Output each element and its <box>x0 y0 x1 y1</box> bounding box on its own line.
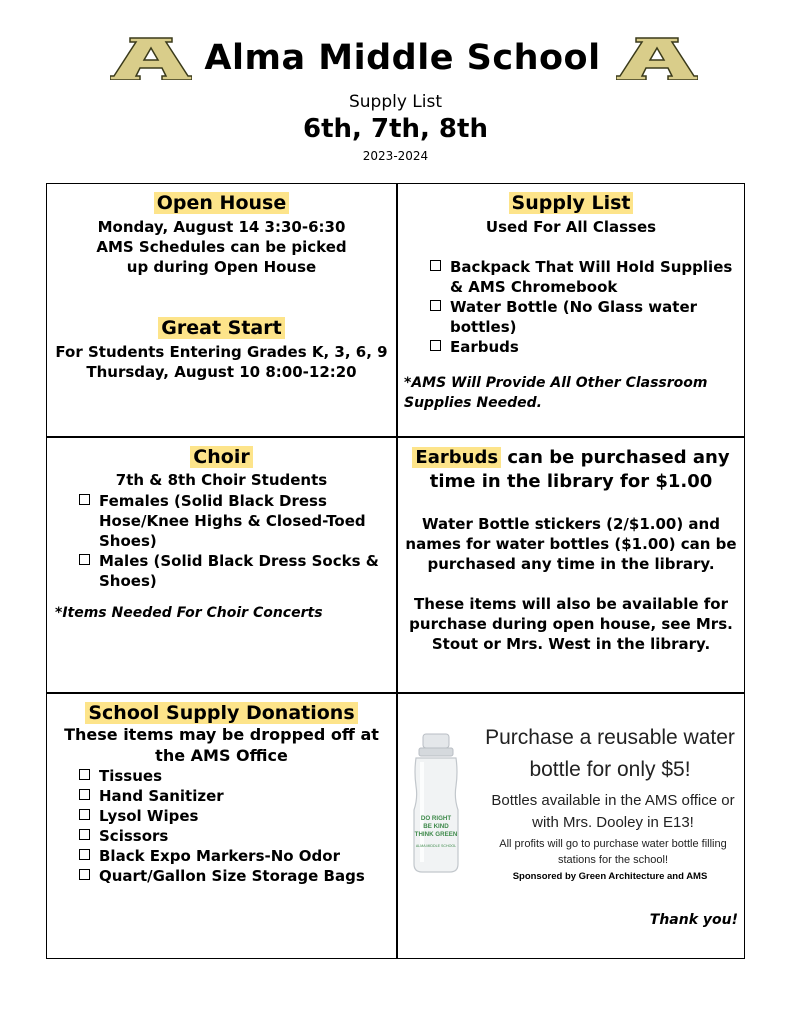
checkbox-icon <box>79 849 90 860</box>
donations-title: School Supply Donations <box>85 702 357 724</box>
school-logo-right <box>616 36 698 80</box>
supply-list-note: *AMS Will Provide All Other Classroom Supplies Needed. <box>404 375 708 411</box>
list-item: Hand Sanitizer <box>77 786 386 806</box>
school-year: 2023-2024 <box>362 149 429 163</box>
bottle-promo-sponsor: Sponsored by Green Architecture and AMS <box>512 871 708 882</box>
great-start-grades: For Students Entering Grades K, 3, 6, 9 <box>55 343 388 361</box>
list-item: Quart/Gallon Size Storage Bags <box>77 866 386 886</box>
bottle-promo-profits: All profits will go to purchase water bottle filling stations for the school! <box>499 838 727 866</box>
checkbox-icon <box>79 829 90 840</box>
donations-section <box>47 694 396 958</box>
great-start-date: Thursday, August 10 8:00-12:20 <box>86 363 357 381</box>
bottle-text-line: BE KIND <box>423 823 449 830</box>
open-house-section <box>47 184 396 436</box>
checkbox-icon <box>79 789 90 800</box>
checkbox-icon <box>79 869 90 880</box>
open-house-schedules: AMS Schedules can be picked up during Open House <box>96 238 347 276</box>
thank-you-note: Thank you! <box>649 912 738 928</box>
choir-items <box>77 491 382 591</box>
choir-note: *Items Needed For Choir Concerts <box>55 605 323 621</box>
list-item: Lysol Wipes <box>77 806 386 826</box>
earbuds-section <box>398 438 744 692</box>
bottle-text-line: DO RIGHT <box>420 815 452 822</box>
bottle-text-line: THINK GREEN <box>414 831 458 838</box>
earbuds-availability: These items will also be available for purchase during open house, see Mrs. Stout or Mrs. West in the library. <box>409 595 733 653</box>
checkbox-icon <box>79 494 90 505</box>
earbuds-stickers: Water Bottle stickers (2/$1.00) and names for water bottles ($1.00) can be purchased any time in the library. <box>405 515 737 573</box>
earbuds-headline <box>404 446 738 494</box>
list-item: Black Expo Markers-No Odor <box>77 846 386 866</box>
bottle-promo-headline: Purchase a reusable water bottle for only $5! <box>485 726 735 781</box>
bottle-promo-section <box>398 694 744 958</box>
document-subtitle: Supply List <box>348 92 443 112</box>
grade-levels: 6th, 7th, 8th <box>303 114 488 144</box>
great-start-title: Great Start <box>158 317 284 339</box>
info-grid <box>46 183 745 959</box>
choir-subtitle: 7th & 8th Choir Students <box>115 471 328 489</box>
earbuds-highlight: Earbuds <box>412 447 501 468</box>
water-bottle-image <box>410 732 462 874</box>
bottle-school-text: ALMA MIDDLE SCHOOL <box>415 844 457 848</box>
list-item: Backpack That Will Hold Supplies & AMS Chromebook <box>428 257 734 297</box>
choir-title: Choir <box>190 446 252 468</box>
choir-section <box>47 438 396 692</box>
supply-list-title: Supply List <box>509 192 634 214</box>
list-item: Females (Solid Black Dress Hose/Knee Highs & Closed-Toed Shoes) <box>77 491 382 551</box>
bottle-promo-availability: Bottles available in the AMS office or with Mrs. Dooley in E13! <box>491 792 735 831</box>
list-item: Earbuds <box>428 337 734 357</box>
checkbox-icon <box>79 769 90 780</box>
checkbox-icon <box>430 300 441 311</box>
checkbox-icon <box>79 554 90 565</box>
donations-subtitle: These items may be dropped off at the AMS Office <box>64 725 379 765</box>
list-item: Males (Solid Black Dress Socks & Shoes) <box>77 551 382 591</box>
school-title: Alma Middle School <box>204 38 601 78</box>
list-item: Water Bottle (No Glass water bottles) <box>428 297 734 337</box>
checkbox-icon <box>79 809 90 820</box>
list-item: Scissors <box>77 826 386 846</box>
supply-list-items <box>428 257 734 357</box>
earbuds-headline-rest: can be purchased any time in the library for $1.00 <box>429 447 730 492</box>
open-house-title: Open House <box>154 192 289 214</box>
checkbox-icon <box>430 260 441 271</box>
list-item: Tissues <box>77 766 386 786</box>
school-logo-left <box>110 36 192 80</box>
supply-list-section <box>398 184 744 436</box>
document-header <box>0 0 791 180</box>
supply-list-subtitle: Used For All Classes <box>485 218 657 236</box>
open-house-date: Monday, August 14 3:30-6:30 <box>97 218 346 236</box>
donations-items <box>77 766 386 886</box>
checkbox-icon <box>430 340 441 351</box>
